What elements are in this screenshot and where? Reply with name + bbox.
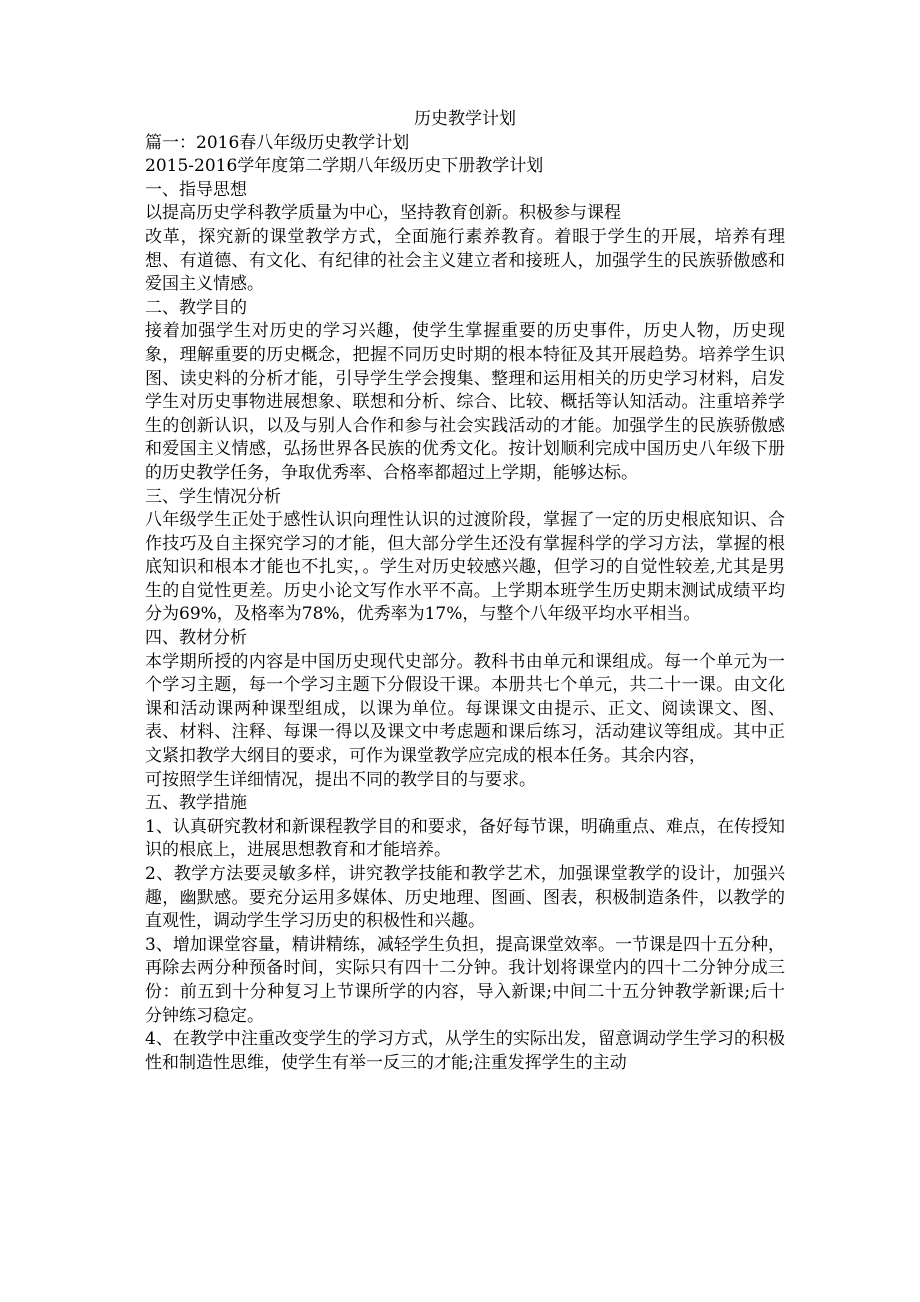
section-heading-teaching-goals: 二、教学目的 xyxy=(145,297,247,318)
paragraph-student-analysis: 八年级学生正处于感性认识向理性认识的过渡阶段，掌握了一定的历史根底知识、合作技巧及自主探究学习的才能，但大部分学生还没有掌握科学的学习方法，掌握的根底知识和根本才能也不扎实，。学生对历史较感兴趣，但学习的自觉性较差,尤其是男生的自觉性更差。历史小论文写作水平不高。上学期本班学生历史期末测试成绩平均分为69%，及格率为78%，优秀率为17%，与整个八年级平均水平相当。 xyxy=(145,510,785,625)
section-heading-teaching-measures: 五、教学措施 xyxy=(145,793,247,814)
document-page xyxy=(145,108,785,1075)
section-heading-student-analysis: 三、学生情况分析 xyxy=(145,486,281,507)
paragraph-guiding-thought-2: 改革，探究新的课堂教学方式，全面施行素养教育。着眼于学生的开展，培养有理想、有道德、有文化、有纪律的社会主义建立者和接班人，加强学生的民族骄傲感和爱国主义情感。 xyxy=(145,226,785,295)
paragraph-measure-4: 4、在教学中注重改变学生的学习方式，从学生的实际出发，留意调动学生学习的积极性和制造性思维，使学生有举一反三的才能;注重发挥学生的主动 xyxy=(145,1029,785,1073)
paragraph-measure-3: 3、增加课堂容量，精讲精练，减轻学生负担，提高课堂效率。一节课是四十五分种，再除去两分种预备时间，实际只有四十二分钟。我计划将课堂内的四十二分钟分成三份：前五到十分种复习上节课所学的内容，导入新课;中间二十五分钟教学新课;后十分钟练习稳定。 xyxy=(145,934,785,1026)
document-subtitle-2: 2015-2016学年度第二学期八年级历史下册教学计划 xyxy=(145,156,544,177)
document-title: 历史教学计划 xyxy=(414,109,516,129)
paragraph-measure-2: 2、教学方法要灵敏多样，讲究教学技能和教学艺术，加强课堂教学的设计，加强兴趣，幽默感。要充分运用多媒体、历史地理、图画、图表，积极制造条件，以教学的直观性，调动学生学习历史的积极性和兴趣。 xyxy=(145,864,785,932)
document-subtitle-1: 篇一：2016春八年级历史教学计划 xyxy=(145,132,410,153)
paragraph-textbook-analysis-2: 可按照学生详细情况，提出不同的教学目的与要求。 xyxy=(145,769,536,790)
paragraph-measure-1: 1、认真研究教材和新课程教学目的和要求，备好每节课，明确重点、难点，在传授知识的根底上，进展思想教育和才能培养。 xyxy=(145,816,785,861)
paragraph-guiding-thought-1: 以提高历史学科教学质量为中心，坚持教育创新。积极参与课程 xyxy=(145,203,621,224)
paragraph-textbook-analysis-1: 本学期所授的内容是中国历史现代史部分。教科书由单元和课组成。每一个单元为一个学习主题，每一个学习主题下分假设干课。本册共七个单元，共二十一课。由文化课和活动课两种课型组成，以课为单位。每课课文由提示、正文、阅读课文、图、表、材料、注释、每课一得以及课文中考虑题和课后练习，活动建议等组成。其中正文紧扣教学大纲目的要求，可作为课堂教学应完成的根本任务。其余内容， xyxy=(145,651,785,767)
paragraph-teaching-goals: 接着加强学生对历史的学习兴趣，使学生掌握重要的历史事件，历史人物，历史现象，理解重要的历史概念，把握不同历史时期的根本特征及其开展趋势。培养学生识图、读史料的分析才能，引导学生学会搜集、整理和运用相关的历史学习材料，启发学生对历史事物进展想象、联想和分析、综合、比较、概括等认知活动。注重培养学生的创新认识，以及与别人合作和参与社会实践活动的才能。加强学生的民族骄傲感和爱国主义情感，弘扬世界各民族的优秀文化。按计划顺利完成中国历史八年级下册的历史教学任务，争取优秀率、合格率都超过上学期，能够达标。 xyxy=(145,321,785,483)
section-heading-guiding-thought: 一、指导思想 xyxy=(145,179,247,200)
section-heading-textbook-analysis: 四、教材分析 xyxy=(145,628,247,649)
